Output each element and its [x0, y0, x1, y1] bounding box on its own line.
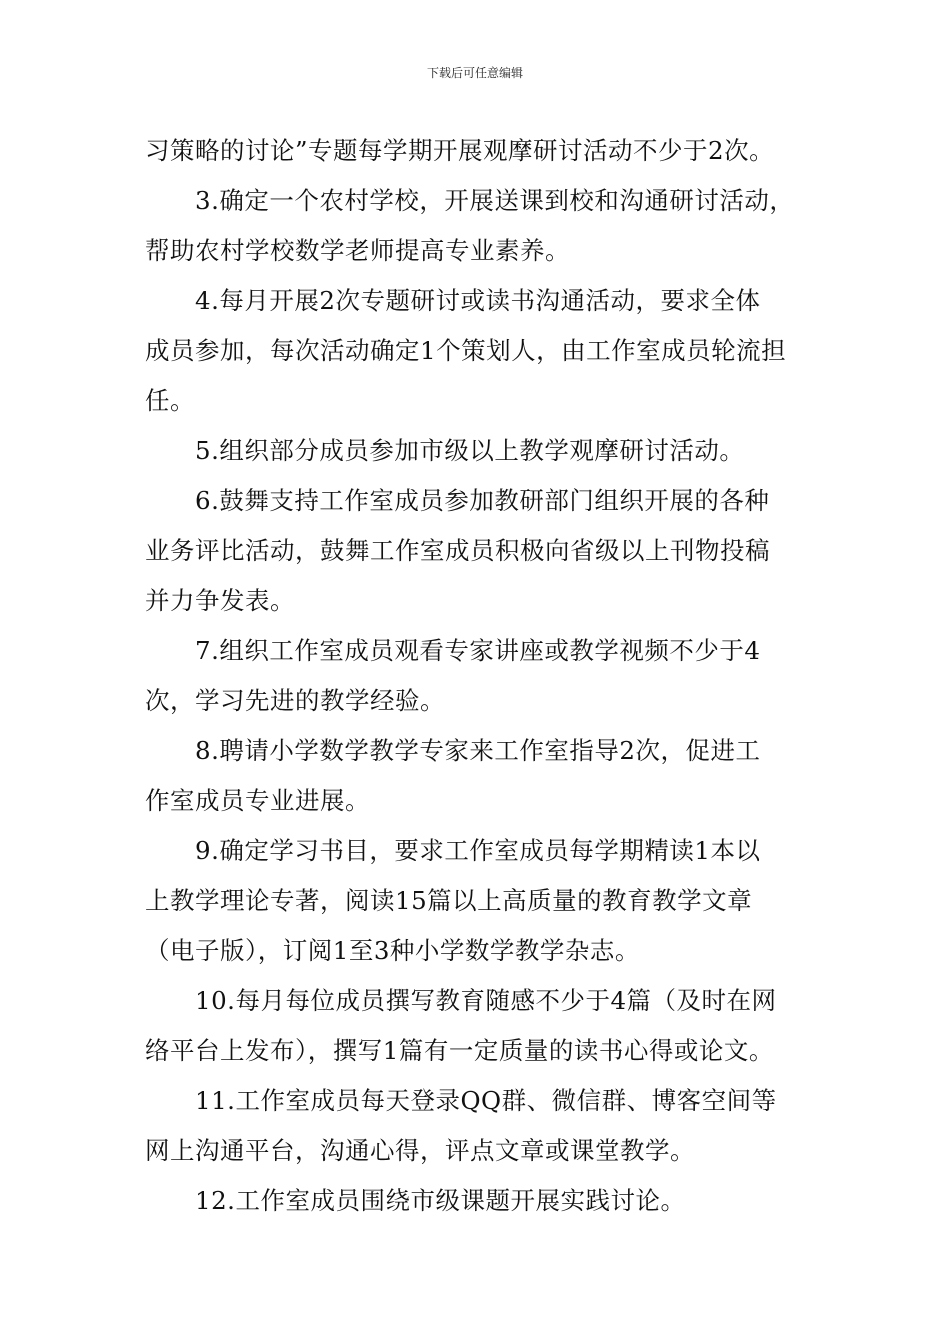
text-line: 帮助农村学校数学老师提高专业素养。 [145, 236, 570, 265]
text-line: 络平台上发布），撰写1篇有一定质量的读书心得或论文。 [145, 1036, 774, 1065]
list-item-3: 3.确定一个农村学校，开展送课到校和沟通研讨活动， [195, 186, 795, 215]
list-item-7: 7.组织工作室成员观看专家讲座或教学视频不少于4 [195, 636, 761, 665]
text-line: 上教学理论专著，阅读15篇以上高质量的教育教学文章 [145, 886, 753, 915]
text-line: 任。 [145, 386, 195, 415]
list-item-5: 5.组织部分成员参加市级以上教学观摩研讨活动。 [195, 436, 745, 465]
document-body [145, 126, 805, 1226]
text-line: 网上沟通平台，沟通心得，评点文章或课堂教学。 [145, 1136, 695, 1165]
text-line: 习策略的讨论”专题每学期开展观摩研讨活动不少于2次。 [145, 136, 775, 165]
list-item-10: 10.每月每位成员撰写教育随感不少于4篇（及时在网 [195, 986, 777, 1015]
list-item-12: 12.工作室成员围绕市级课题开展实践讨论。 [195, 1186, 686, 1215]
list-item-11: 11.工作室成员每天登录QQ群、微信群、博客空间等 [195, 1086, 777, 1115]
list-item-4: 4.每月开展2次专题研讨或读书沟通活动，要求全体 [195, 286, 761, 315]
list-item-9: 9.确定学习书目，要求工作室成员每学期精读1本以 [195, 836, 761, 865]
text-line: （电子版），订阅1至3种小学数学教学杂志。 [145, 936, 640, 965]
text-line: 业务评比活动，鼓舞工作室成员积极向省级以上刊物投稿 [145, 536, 770, 565]
text-line: 次，学习先进的教学经验。 [145, 686, 445, 715]
list-item-6: 6.鼓舞支持工作室成员参加教研部门组织开展的各种 [195, 486, 770, 515]
text-line: 作室成员专业进展。 [145, 786, 370, 815]
list-item-8: 8.聘请小学数学教学专家来工作室指导2次，促进工 [195, 736, 761, 765]
page-header: 下载后可任意编辑 [426, 66, 523, 80]
text-line: 成员参加，每次活动确定1个策划人，由工作室成员轮流担 [145, 336, 787, 365]
text-line: 并力争发表。 [145, 586, 295, 615]
